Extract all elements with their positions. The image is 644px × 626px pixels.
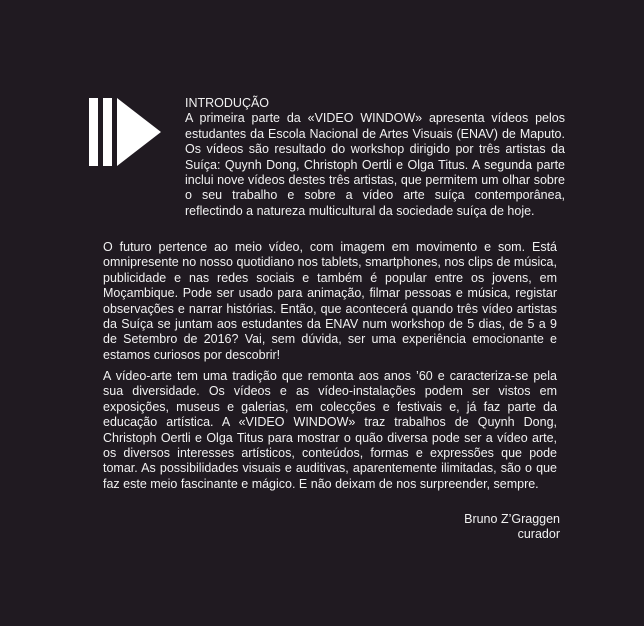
signature xyxy=(464,512,560,543)
paragraph-video-art xyxy=(103,369,557,492)
intro-text: A primeira parte da «VIDEO WINDOW» apresenta vídeos pelos estudantes da Escola Nacional de Artes Visuais (ENAV) de Maputo. Os vídeos são resultado do workshop dirigido por três artistas da Suíça: Quynh Dong, Christoph Oertli e Olga Titus. A segunda parte inclui nove vídeos destes três artistas, que permitem um olhar sobre o seu trabalho e sobre a vídeo arte suíça contemporânea, reflectindo a natureza multicultural da sociedade suíça de hoje. xyxy=(185,111,565,218)
signature-role: curador xyxy=(517,527,560,542)
paragraph-3-text: A vídeo-arte tem uma tradição que remonta aos anos ’60 e caracteriza-se pela sua diversidade. Os vídeos e as vídeo-instalações podem ser vistos em exposições, museus e galerias, em colecções e festivais e, já faz parte da educação artística. A «VIDEO WINDOW» traz trabalhos de Quynh Dong, Christoph Oertli e Olga Titus para mostrar o quão diversa pode ser a vídeo arte, os diversos interesses artísticos, conteúdos, formas e expressões que pode tomar. As possibilidades visuais e auditivas, aparentemente ilimitadas, são o que faz este meio fascinante e mágico. E não deixam de nos surpreender, sempre. xyxy=(103,369,557,491)
logo-play-triangle xyxy=(117,98,161,166)
paragraph-future xyxy=(103,240,557,363)
intro-heading: INTRODUÇÃO xyxy=(185,96,270,110)
play-bars-icon xyxy=(89,98,161,166)
signature-name: Bruno Z’Graggen xyxy=(464,512,560,526)
logo-bar-1 xyxy=(89,98,98,166)
paragraph-2-text: O futuro pertence ao meio vídeo, com imagem em movimento e som. Está omnipresente no nosso quotidiano nos tablets, smartphones, nos clips de música, publicidade e nas redes sociais e também é popular entre os jovens, em Moçambique. Pode ser usado para animação, filmar pessoas e música, registar observações e narrar histórias. Então, que acontecerá quando três vídeo artistas da Suíça se juntam aos estudantes da ENAV num workshop de 5 dias, de 5 a 9 de Setembro de 2016? Vai, sem dúvida, ser uma experiência emocionante e estamos curiosos por descobrir! xyxy=(103,240,557,362)
intro-block xyxy=(185,96,565,219)
logo-bar-2 xyxy=(103,98,112,166)
